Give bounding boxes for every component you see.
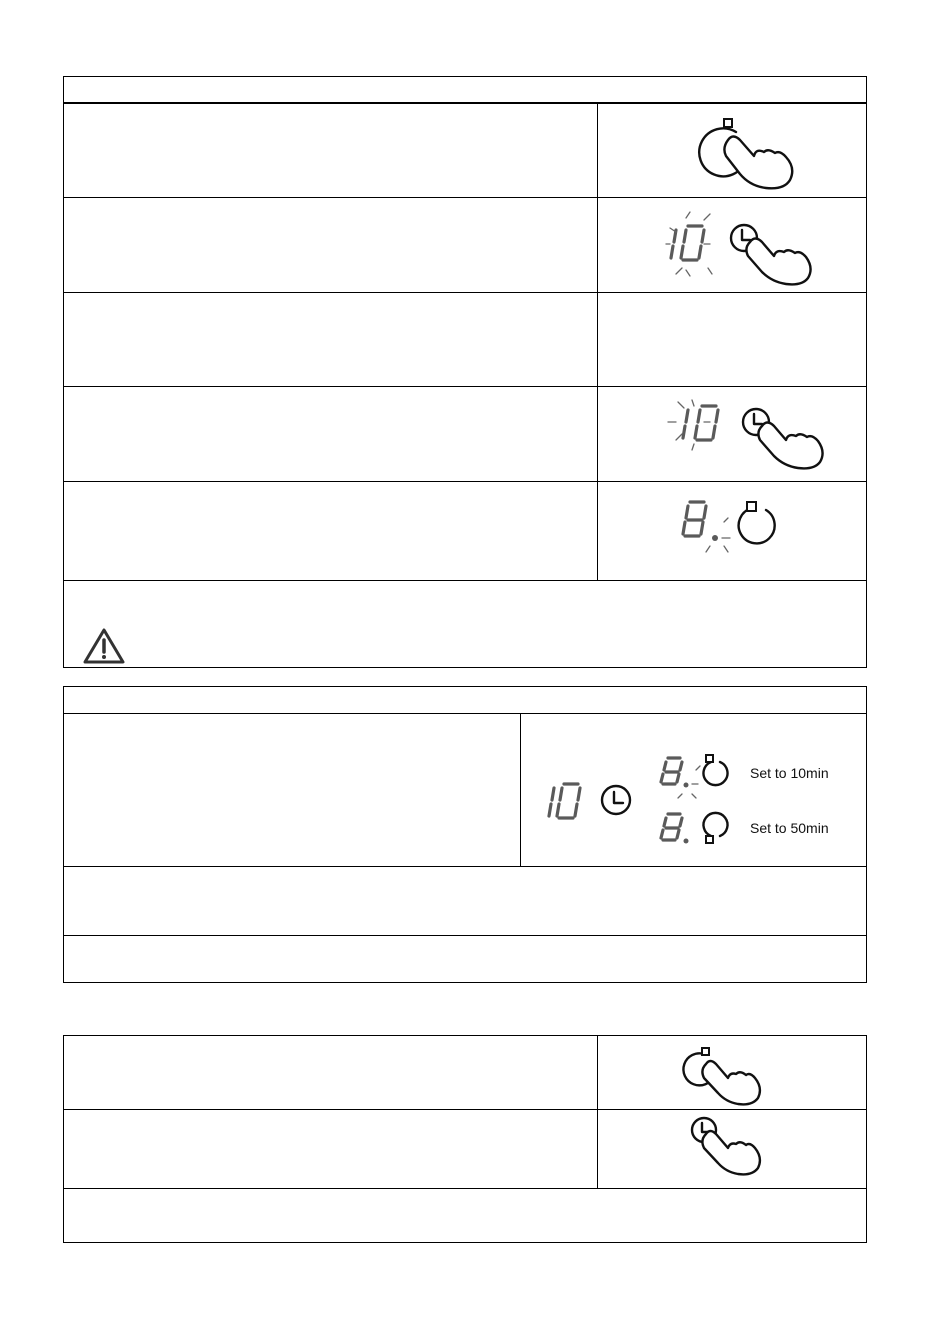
seven-seg-eight [683, 502, 730, 552]
seven-seg-eight [661, 758, 700, 798]
power-icon [739, 502, 775, 543]
row-divider [63, 292, 867, 293]
set-50min-label: Set to 50min [750, 820, 829, 836]
timer-blink-illustration-2 [664, 398, 839, 478]
row-divider [63, 481, 867, 482]
blinking-digits [666, 212, 712, 276]
power-icon [704, 813, 728, 843]
table-header-divider [63, 713, 867, 714]
timer-icon [602, 786, 630, 814]
row-divider [63, 866, 867, 867]
table-header-divider [63, 102, 867, 104]
static-timer-digits [549, 784, 580, 818]
power-icon [704, 755, 728, 785]
row-divider [63, 935, 867, 936]
column-divider [597, 1036, 598, 1188]
column-divider [597, 103, 598, 580]
blinking-digits [668, 400, 718, 450]
row-divider [63, 580, 867, 581]
hand-press-icon [746, 239, 810, 285]
timer-blink-illustration [660, 206, 835, 288]
warning-triangle-icon [82, 627, 126, 665]
auto-off-illustration [540, 750, 860, 855]
row-divider [63, 1109, 867, 1110]
row-divider [63, 386, 867, 387]
power-press-illustration-small [680, 1042, 780, 1108]
hand-press-icon [702, 1061, 760, 1104]
column-divider [520, 714, 521, 866]
timer-press-illustration-small [682, 1116, 782, 1182]
row-divider [63, 1188, 867, 1189]
seven-seg-eight [661, 814, 689, 844]
power-level-illustration [680, 496, 810, 566]
set-10min-label: Set to 10min [750, 765, 829, 781]
hand-press-icon [702, 1131, 760, 1174]
power-press-illustration [690, 112, 820, 192]
hand-press-icon [758, 423, 822, 469]
hand-press-icon [724, 137, 792, 189]
row-divider [63, 197, 867, 198]
